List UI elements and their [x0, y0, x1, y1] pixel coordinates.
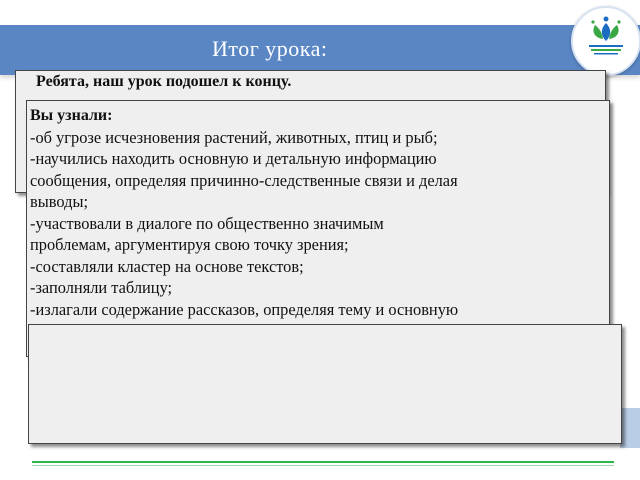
- summary-heading: Вы узнали:: [30, 107, 113, 124]
- summary-line: выводы;: [30, 192, 89, 211]
- summary-box: [26, 100, 610, 357]
- bottom-rule-secondary: [32, 465, 614, 466]
- summary-line: -заполняли таблицу;: [30, 278, 173, 297]
- school-logo-icon: [571, 6, 640, 76]
- bottom-rule: [32, 461, 614, 463]
- intro-text: Ребята, наш урок подошел к концу.: [36, 73, 292, 90]
- summary-line: -научились находить основную и детальную информацию: [30, 149, 437, 168]
- summary-line: -составляли кластер на основе текстов;: [30, 256, 304, 276]
- summary-line: -об угрозе исчезновения растений, животных, птиц и рыб;: [30, 127, 438, 147]
- summary-line: сообщения, определяя причинно-следственные связи и делая: [30, 170, 458, 190]
- slide-title: Итог урока:: [212, 36, 328, 61]
- summary-line: -излагали содержание рассказов, определяя тему и основную: [30, 299, 459, 319]
- summary-line: проблемам, аргументируя свою точку зрения;: [30, 235, 349, 254]
- empty-box: [28, 324, 622, 444]
- decorative-strip: [620, 408, 640, 448]
- summary-line: -участвовали в диалоге по общественно значимым: [30, 213, 384, 233]
